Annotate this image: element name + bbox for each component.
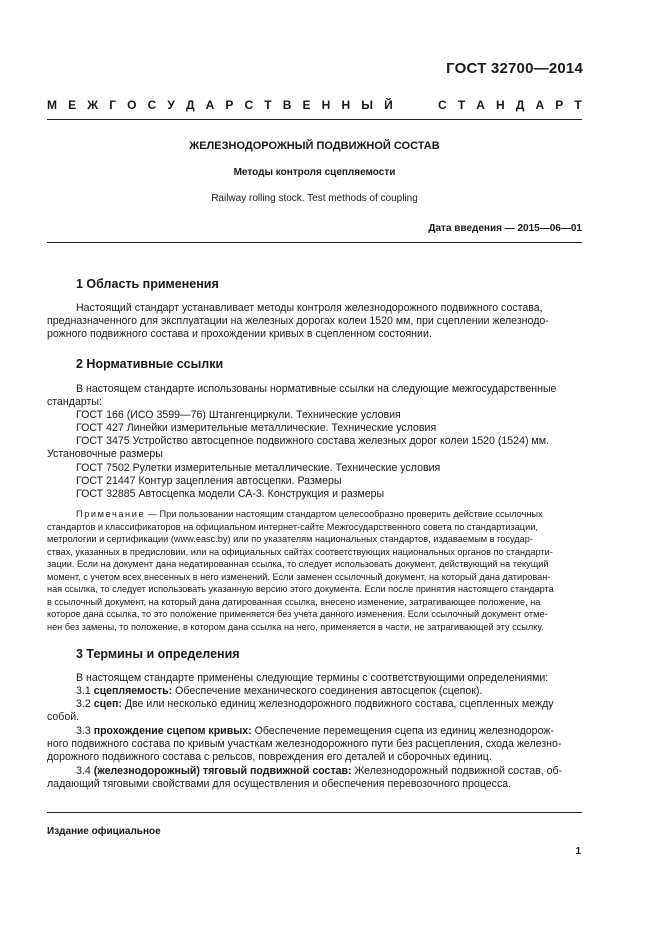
document-number: ГОСТ 32700—2014: [446, 60, 583, 77]
reference-item: ГОСТ 21447 Контур зацепления автосцепки. Размеры: [76, 475, 342, 487]
section-2-intro-2: стандарты:: [47, 396, 102, 408]
standard-type-letter: Д: [185, 98, 195, 112]
section-3-heading: 3 Термины и определения: [76, 647, 240, 661]
standard-type-letter: Р: [555, 98, 564, 112]
standard-type-letter: Р: [225, 98, 234, 112]
note-label: Примечание: [76, 509, 146, 519]
section-1-line-3: рожного подвижного состава и прохождении кривых в сцепленном состоянии.: [47, 328, 432, 340]
standard-type-letter: Й: [384, 98, 393, 112]
term-definition: Две или несколько единиц железнодорожного подвижного состава, сцепленных между: [121, 698, 554, 710]
section-2-intro-1: В настоящем стандарте использованы нормативные ссылки на следующие межгосударственные: [76, 383, 557, 395]
header-rule-bottom: [47, 242, 582, 243]
standard-type-letter: А: [476, 98, 485, 112]
note-line: момент, с учетом всех внесенных в него изменений. Если заменен ссылочный документ, на который дана датирован-: [47, 571, 551, 582]
standard-type-letter: А: [535, 98, 545, 112]
standard-type-letter: Н: [496, 98, 505, 112]
standard-type-letter: В: [282, 98, 292, 112]
note-line: ная ссылка, то следует использовать указанную версию этого документа. Если после принятия настоящего стандарта: [47, 584, 554, 594]
term-name: (железнодорожный) тяговый подвижной состав:: [93, 765, 352, 777]
standard-type-letter: Е: [68, 98, 77, 112]
term-3-3: [76, 725, 611, 738]
term-definition: Обеспечение механического соединения автосцепок (сцепок).: [172, 685, 483, 697]
term-name: сцеп:: [93, 698, 122, 710]
standard-type-label: [47, 98, 582, 112]
term-number: 3.3: [76, 725, 91, 737]
standard-type-letter: Ы: [361, 98, 373, 112]
term-3-3-continuation: ного подвижного состава по кривым участкам железнодорожного пути без расцепления, схода железно-: [47, 738, 562, 750]
standard-type-letter: М: [47, 98, 57, 112]
section-2-heading: 2 Нормативные ссылки: [76, 357, 224, 371]
standard-type-letter: Т: [574, 98, 582, 112]
standard-type-letter: О: [127, 98, 137, 112]
term-name: прохождение сцепом кривых:: [93, 725, 252, 737]
standard-type-letter: У: [167, 98, 175, 112]
note-line: ствах, указанных в предисловии, или на официальных сайтах соответствующих национальных органов по стандарти-: [47, 546, 553, 557]
note-line: в ссылочный документ, на который дана датированная ссылка, внесено изменение, затрагивающее положение, на: [47, 596, 541, 607]
header-rule-top: [47, 119, 582, 120]
standard-type-letter: Н: [321, 98, 331, 112]
reference-item: ГОСТ 7502 Рулетки измерительные металлические. Технические условия: [76, 462, 441, 474]
term-number: 3.4: [76, 765, 91, 777]
page-number: 1: [575, 846, 581, 857]
reference-item: ГОСТ 3475 Устройство автосцепное подвижного состава железных дорог колеи 1520 (1524) мм.: [76, 435, 549, 447]
standard-type-letter: [421, 98, 427, 112]
term-number: 3.2: [76, 698, 91, 710]
standard-type-letter: С: [147, 98, 157, 112]
term-3-3-continuation: дорожного подвижного состава с рельсов, повреждения его деталей и сборочных единиц.: [47, 751, 492, 763]
note-line: метрологии и сертификации (www.easc.by) или по указателям национальных стандартов, издаваемым в государ-: [47, 534, 533, 544]
term-number: 3.1: [76, 685, 91, 697]
standard-type-letter: Д: [515, 98, 525, 112]
reference-item: ГОСТ 166 (ИСО 3599—76) Штангенциркули. Технические условия: [76, 409, 401, 421]
standard-type-letter: [404, 98, 410, 112]
note-line: которое дана ссылка, то это положение применяется без учета данного изменения. Если ссылочный документ отме-: [47, 609, 548, 619]
section-3-intro: В настоящем стандарте применены следующие термины с соответствующими определениями:: [76, 672, 549, 684]
english-title: Railway rolling stock. Test methods of coupling: [211, 193, 418, 204]
reference-item-continuation: Установочные размеры: [47, 448, 163, 460]
footer-rule: [47, 812, 582, 813]
term-3-2: [76, 698, 611, 711]
term-3-1: [76, 685, 611, 698]
section-1-heading: 1 Область применения: [76, 277, 219, 291]
section-1-line-1: Настоящий стандарт устанавливает методы контроля железнодорожного подвижного состава,: [76, 302, 543, 314]
note-text: — При пользовании настоящим стандартом целесообразно проверить действие ссылочных: [145, 509, 543, 519]
note-line: зации. Если на документ дана недатированная ссылка, то следует использовать документ, действующий на текущий: [47, 559, 549, 569]
standard-type-letter: Г: [109, 98, 117, 112]
standard-type-letter: С: [438, 98, 447, 112]
note-line: нен без замены, то положение, в котором дана ссылка на него, применяется в части, не затрагивающей эту ссылку.: [47, 621, 544, 632]
edition-label: Издание официальное: [47, 826, 161, 837]
document-title: ЖЕЛЕЗНОДОРОЖНЫЙ ПОДВИЖНОЙ СОСТАВ: [189, 140, 440, 152]
standard-type-letter: Т: [264, 98, 272, 112]
document-subtitle: Методы контроля сцепляемости: [233, 167, 396, 178]
introduction-date: Дата введения — 2015—06—01: [428, 223, 582, 234]
reference-item: ГОСТ 427 Линейки измерительные металлические. Технические условия: [76, 422, 437, 434]
term-3-2-continuation: собой.: [47, 711, 80, 723]
standard-type-letter: А: [205, 98, 215, 112]
note-first-line: [76, 508, 582, 520]
standard-type-letter: С: [244, 98, 254, 112]
term-definition: Обеспечение перемещения сцепа из единиц железнодорож-: [251, 725, 554, 737]
standard-type-letter: Н: [341, 98, 351, 112]
term-name: сцепляемость:: [93, 685, 173, 697]
reference-item: ГОСТ 32885 Автосцепка модели СА-3. Конструкция и размеры: [76, 488, 385, 500]
note-line: стандартов и классификаторов на официальном интернет-сайте Межгосударственного совета по стандартизации,: [47, 521, 538, 532]
term-3-4-continuation: ладающий тяговыми свойствами для осуществления и обеспечения перевозочного процесса.: [47, 778, 512, 790]
term-3-4: [76, 765, 611, 778]
standard-type-letter: Е: [302, 98, 311, 112]
term-definition: Железнодорожный подвижной состав, об-: [351, 765, 563, 777]
standard-type-letter: Ж: [87, 98, 99, 112]
standard-type-letter: Т: [457, 98, 466, 112]
section-1-line-2: предназначенного для эксплуатации на железных дорогах колеи 1520 мм, при сцеплении железнодо-: [47, 315, 549, 327]
